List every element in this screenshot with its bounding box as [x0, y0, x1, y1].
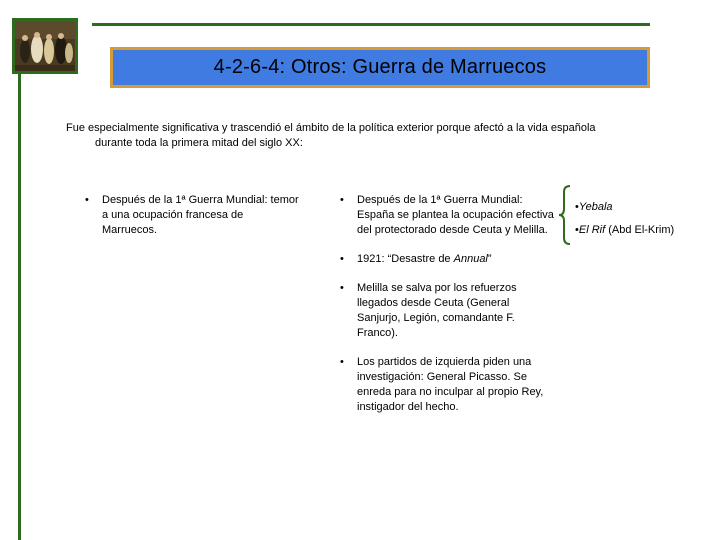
- list-item: [85, 193, 300, 238]
- intro-line-1: Fue especialmente significativa y trascendió el ámbito de la política exterior porque afectó a la vida española: [66, 122, 596, 134]
- column-right: [575, 200, 674, 246]
- slide-title: 4-2-6-4: Otros: Guerra de Marruecos: [213, 56, 547, 78]
- bullet: •: [575, 224, 579, 236]
- vertical-rule: [18, 70, 21, 540]
- column-middle: [340, 193, 555, 429]
- list-item-text-tail: ”: [487, 253, 492, 265]
- list-item-text-tail: (Abd El-Krim): [605, 224, 675, 236]
- horizontal-rule: [92, 23, 650, 26]
- bullet: •: [340, 282, 344, 294]
- list-item-text: Melilla se salva por los refuerzos llegados desde Ceuta (General Sanjurjo, Legión, comandante F. Franco).: [357, 282, 517, 339]
- bullet: •: [340, 356, 344, 368]
- slide-title-box: [110, 47, 650, 88]
- bullet: •: [340, 253, 344, 265]
- intro-line-2: durante toda la primera mitad del siglo XX:: [95, 137, 303, 149]
- list-item: [575, 223, 674, 238]
- intro-paragraph: [66, 121, 674, 151]
- list-item-text: 1921: “Desastre de: [357, 253, 454, 265]
- list-item: [340, 252, 555, 267]
- curly-brace: [555, 185, 575, 245]
- list-item-emphasis: Yebala: [578, 201, 613, 213]
- list-item: [340, 193, 555, 238]
- list-item: [340, 281, 555, 341]
- bullet: •: [85, 194, 89, 206]
- list-item-text: Después de la 1ª Guerra Mundial: España se plantea la ocupación efectiva del protectorado desde Ceuta y Melilla.: [357, 194, 554, 236]
- list-item: [575, 200, 674, 215]
- list-item: [340, 355, 555, 415]
- list-item-text: Después de la 1ª Guerra Mundial: temor a una ocupación francesa de Marruecos.: [102, 194, 299, 236]
- list-item-emphasis: El Rif: [578, 224, 606, 236]
- bullet: •: [575, 201, 579, 213]
- painting-thumbnail: [12, 18, 78, 74]
- list-item-emphasis: Annual: [453, 253, 488, 265]
- list-item-text: Los partidos de izquierda piden una investigación: General Picasso. Se enreda para no inculpar al propio Rey, instigador del hecho.: [357, 356, 544, 413]
- bullet: •: [340, 194, 344, 206]
- column-left: [85, 193, 300, 252]
